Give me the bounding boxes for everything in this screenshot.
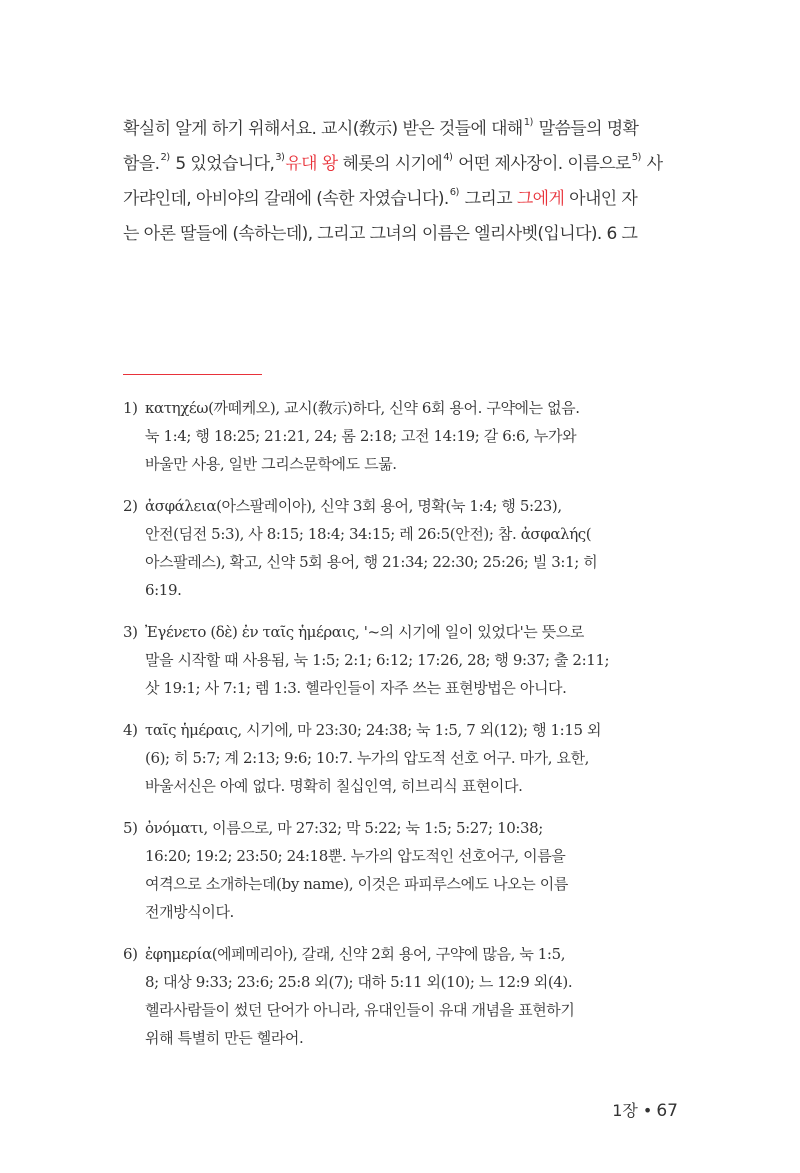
footnote-line: ἐφημερία(에페메리아), 갈래, 신약 2회 용어, 구약에 많음, 눅 1:5,: [145, 945, 566, 963]
footnote-divider: [123, 374, 262, 375]
footnote: [123, 940, 685, 1052]
footnote-line: 안전(딤전 5:3), 사 8:15; 18:4; 34:15; 레 26:5(안전); 참. ἀσφαλής(: [145, 525, 592, 543]
footnote-line: κατηχέω(까떼케오), 교시(敎示)하다, 신약 6회 용어. 구약에는 없음.: [145, 399, 580, 417]
chapter-label: 1장 •: [612, 1101, 653, 1120]
footnote-line: 여격으로 소개하는데(by name), 이것은 파피루스에도 나오는 이름: [145, 875, 568, 893]
footnote-line: ἀσφάλεια(아스팔레이아), 신약 3회 용어, 명확(눅 1:4; 행 5:23),: [145, 497, 562, 515]
footnote-number: 4): [123, 721, 138, 739]
footnote-line: (6); 히 5:7; 계 2:13; 9:6; 10:7. 누가의 압도적 선호 어구. 마가, 요한,: [145, 749, 590, 767]
footnotes: [123, 394, 685, 1066]
page-footer: [612, 1098, 678, 1121]
footnote-number: 2): [123, 497, 138, 515]
footnote-line: 헬라사람들이 썼던 단어가 아니라, 유대인들이 유대 개념을 표현하기: [145, 1001, 575, 1019]
page-number: 67: [656, 1101, 678, 1121]
footnote-line: 6:19.: [145, 581, 182, 599]
text-line-1: 확실히 알게 하기 위해서요. 교시(敎示) 받은 것들에 대해$^{1)}$ 말씀들의 명확: [123, 117, 639, 139]
footnote-ref-1[interactable]: 1): [523, 117, 533, 128]
text-line-4: 는 아론 딸들에 (속하는데), 그리고 그녀의 이름은 엘리사벳(입니다). 6 그: [123, 224, 638, 244]
footnote-line: 아스팔레스), 확고, 신약 5회 용어, 행 21:34; 22:30; 25:26; 빌 3:1; 히: [145, 553, 598, 571]
footnote-line: 바울서신은 아예 없다. 명확히 칠십인역, 히브리식 표현이다.: [145, 777, 523, 795]
footnote-number: 3): [123, 623, 138, 641]
footnote-ref-6[interactable]: 6): [449, 187, 459, 198]
text-line-2: 함을.$^{2)}$ 5 있었습니다,$^{3)}$유대 왕 헤롯의 시기에$^{4)}$ 어떤 제사장이. 이름으로$^{5)}$ 사: [123, 152, 663, 174]
highlight-red: 유대 왕: [285, 154, 338, 174]
footnote-line: 8; 대상 9:33; 23:6; 25:8 외(7); 대하 5:11 외(10); 느 12:9 외(4).: [145, 973, 573, 991]
footnote-line: 바울만 사용, 일반 그리스문학에도 드묾.: [145, 455, 397, 473]
highlight-red: 그에게: [516, 189, 565, 209]
text-line-3: 가랴인데, 아비야의 갈래에 (속한 자였습니다).$^{6)}$ 그리고 그에게 아내인 자: [123, 187, 638, 209]
footnote-line: Ἐγένετο (δὲ) ἐν ταῖς ἡμέραις, '~의 시기에 일이 있었다'는 뜻으로: [145, 623, 585, 641]
footnote-line: ταῖς ἡμέραις, 시기에, 마 23:30; 24:38; 눅 1:5, 7 외(12); 행 1:15 외: [145, 721, 602, 739]
footnote-number: 5): [123, 819, 138, 837]
footnote-line: ὀνόματι, 이름으로, 마 27:32; 막 5:22; 눅 1:5; 5:27; 10:38;: [145, 819, 543, 837]
footnote-ref-4[interactable]: 4): [443, 152, 453, 163]
footnote-number: 1): [123, 399, 138, 417]
footnote-ref-5[interactable]: 5): [631, 152, 641, 163]
footnote-line: 16:20; 19:2; 23:50; 24:18뿐. 누가의 압도적인 선호어구, 이름을: [145, 847, 566, 865]
footnote: [123, 814, 685, 926]
footnote: [123, 394, 685, 478]
main-text: [123, 112, 683, 252]
footnote-ref-2[interactable]: 2): [160, 152, 170, 163]
footnote-ref-3[interactable]: 3): [275, 152, 285, 163]
footnote: [123, 618, 685, 702]
footnote: [123, 492, 685, 604]
footnote-line: 말을 시작할 때 사용됨, 눅 1:5; 2:1; 6:12; 17:26, 28; 행 9:37; 출 2:11;: [145, 651, 610, 669]
footnote: [123, 716, 685, 800]
footnote-number: 6): [123, 945, 138, 963]
footnote-line: 전개방식이다.: [145, 903, 234, 921]
footnote-line: 눅 1:4; 행 18:25; 21:21, 24; 롬 2:18; 고전 14:19; 갈 6:6, 누가와: [145, 427, 577, 445]
footnote-line: 위해 특별히 만든 헬라어.: [145, 1029, 304, 1047]
footnote-line: 삿 19:1; 사 7:1; 렘 1:3. 헬라인들이 자주 쓰는 표현방법은 아니다.: [145, 679, 567, 697]
